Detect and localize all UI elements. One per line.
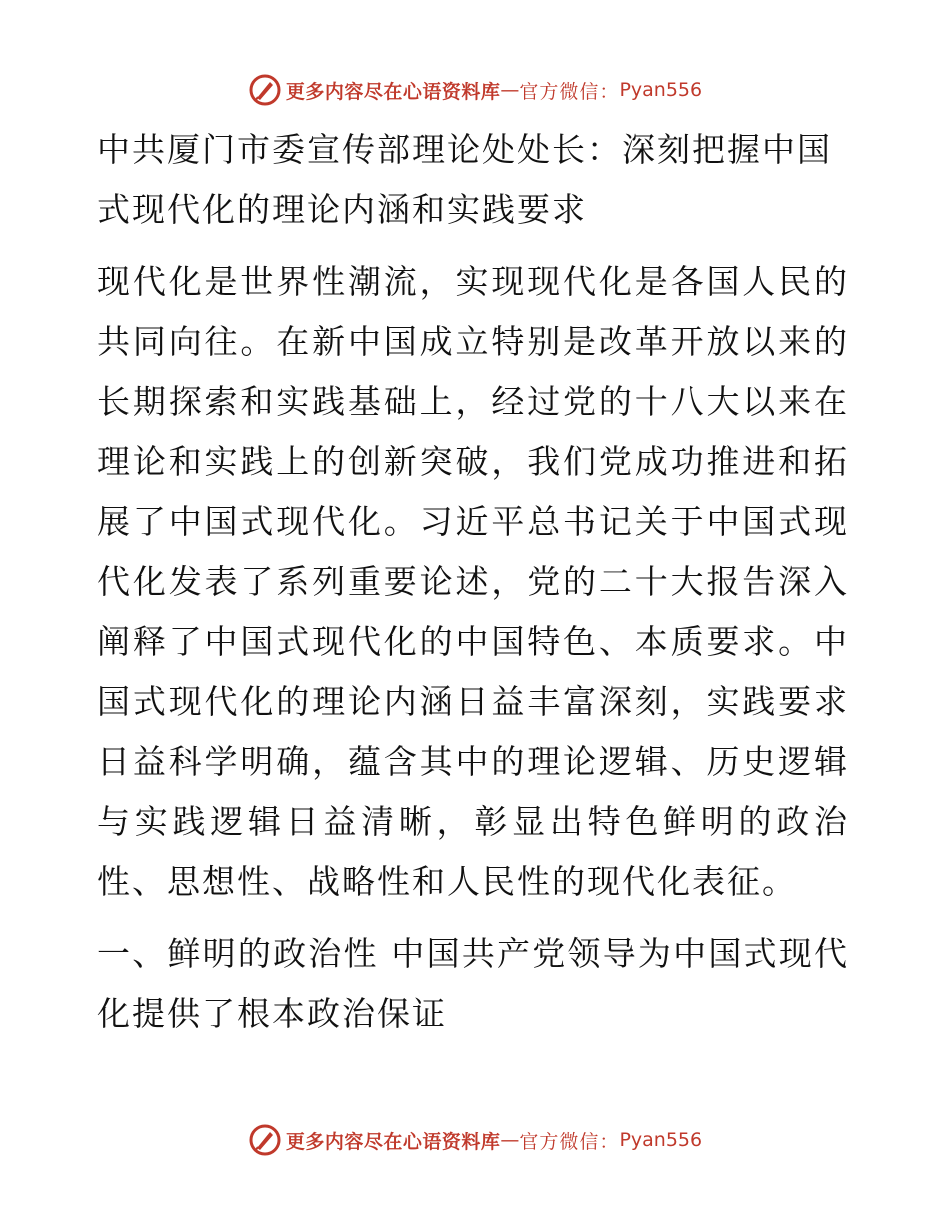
watermark-wechat-id: Pyan556: [619, 79, 703, 101]
watermark-main-text: 更多内容尽在心语资料库: [285, 1130, 501, 1153]
document-title: 中共厦门市委宣传部理论处处长：深刻把握中国式现代化的理论内涵和实践要求: [97, 130, 832, 229]
paragraph-1: 现代化是世界性潮流，实现现代化是各国人民的共同向往。在新中国成立特别是改革开放以来的长期探索和实践基础上，经过党的十八大以来在理论和实践上的创新突破，我们党成功推进和拓展了中国式现代化。习近平总书记关于中国式现代化发表了系列重要论述，党的二十大报告深入阐释了中国式现代化的中国特色、本质要求。中国式现代化的理论内涵日益丰富深刻，实践要求日益科学明确，蕴含其中的理论逻辑、历史逻辑与实践逻辑日益清晰，彰显出特色鲜明的政治性、思想性、战略性和人民性的现代化表征。: [97, 262, 849, 901]
red-circle-quill-logo-icon: [248, 1123, 282, 1157]
watermark-dash: —: [500, 1129, 520, 1151]
bottom-watermark-banner: [0, 1120, 950, 1160]
section-heading-1: 一、鲜明的政治性 中国共产党领导为中国式现代化提供了根本政治保证: [97, 934, 849, 1033]
watermark-main-text: 更多内容尽在心语资料库: [285, 80, 501, 103]
red-circle-quill-logo-icon: [248, 73, 282, 107]
top-watermark-banner: [0, 70, 950, 110]
watermark-dash: —: [500, 79, 520, 101]
watermark-wechat-label: 官方微信：: [519, 80, 620, 103]
document-body: [97, 120, 849, 1056]
watermark-wechat-label: 官方微信：: [519, 1130, 620, 1153]
watermark-wechat-id: Pyan556: [619, 1129, 703, 1151]
